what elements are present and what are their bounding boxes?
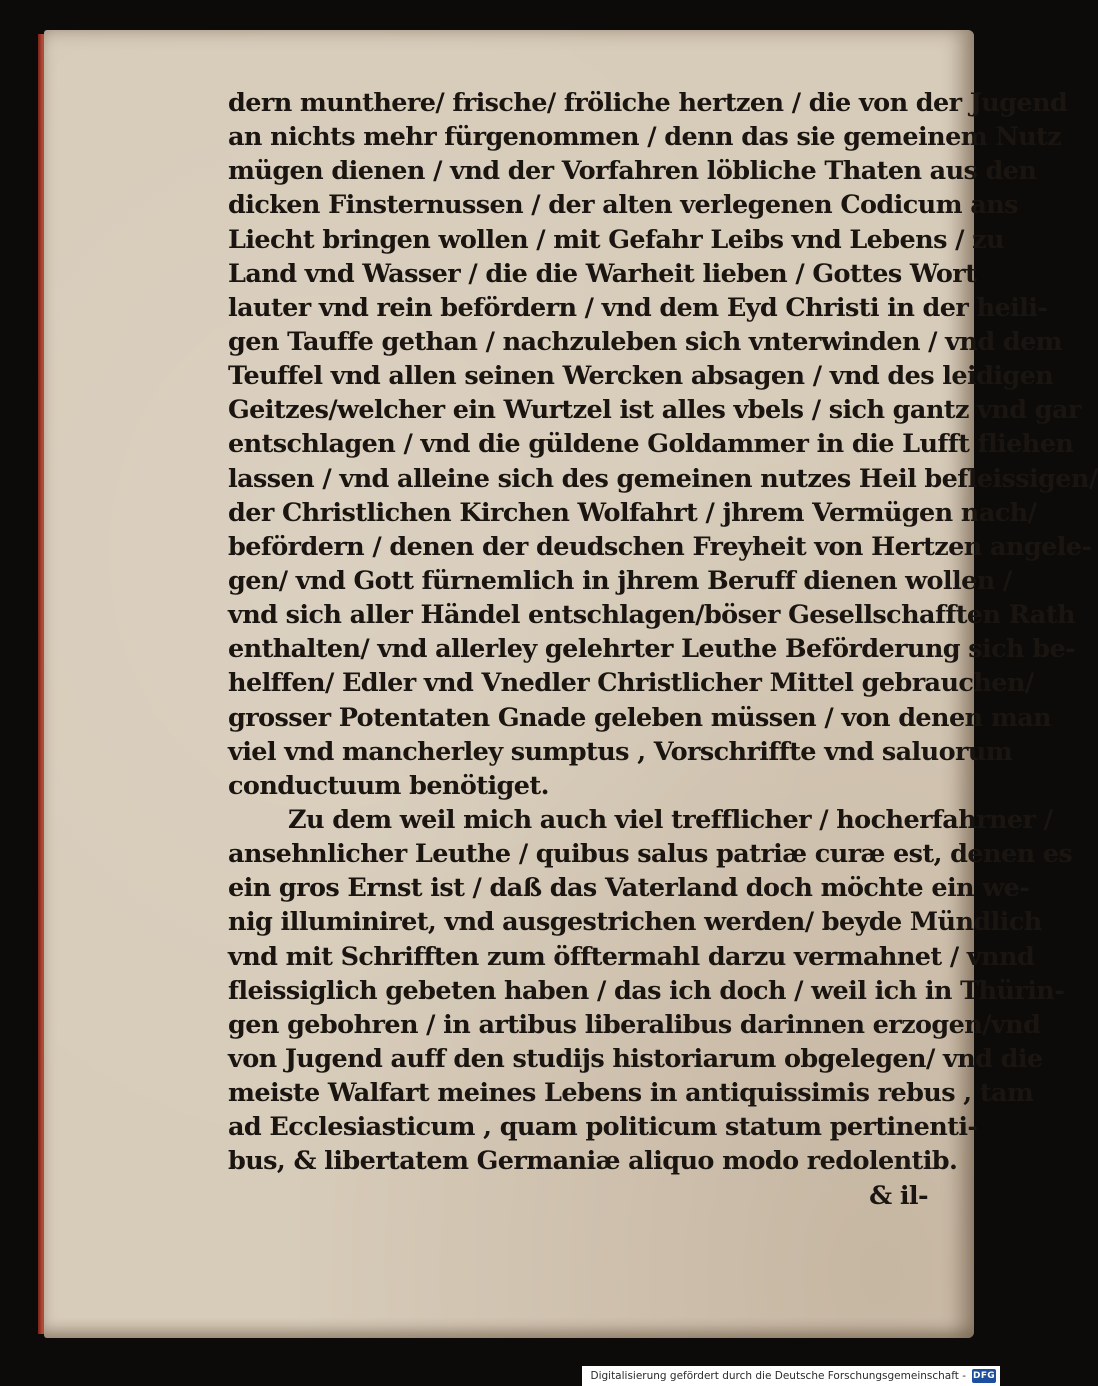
- catchword: & il-: [869, 1180, 928, 1211]
- text-line: dicken Finsternussen / der alten verlegenen Codicum ans: [228, 190, 1018, 221]
- text-line: mügen dienen / vnd der Vorfahren lӧbliche Thaten aus den: [228, 156, 1037, 187]
- text-line: grosser Potentaten Gnade geleben müssen / von denen man: [228, 702, 1052, 733]
- digitization-credit-bar: [582, 1366, 1000, 1386]
- text-line: Liecht bringen wollen / mit Gefahr Leibs vnd Lebens / zu: [228, 224, 1004, 255]
- text-line: lauter vnd rein befӧrdern / vnd dem Eyd Christi in der heili-: [228, 292, 1048, 323]
- text-line: vnd mit Schrifften zum ӧfftermahl darzu vermahnet / vnnd: [228, 941, 1035, 972]
- text-line: bus, & libertatem Germaniæ aliquo modo redolentib.: [228, 1146, 958, 1177]
- text-line: von Jugend auff den studijs historiarum obgelegen/ vnd die: [228, 1043, 1043, 1074]
- text-line: ad Ecclesiasticum , quam politicum statum pertinenti-: [228, 1112, 978, 1143]
- text-line: conductuum benӧtiget.: [228, 770, 549, 801]
- text-line: gen/ vnd Gott fürnemlich in jhrem Beruff dienen wollen /: [228, 565, 1012, 596]
- text-line: enthalten/ vnd allerley gelehrter Leuthe Befӧrderung sich be-: [228, 634, 1076, 665]
- text-line: vnd sich aller Händel entschlagen/bӧser Gesellschafften Rath: [228, 600, 1075, 631]
- text-line: fleissiglich gebeten haben / das ich doch / weil ich in Thürin-: [228, 975, 1065, 1006]
- text-line: ansehnlicher Leuthe / quibus salus patriæ curæ est, denen es: [228, 839, 1073, 870]
- text-line: entschlagen / vnd die güldene Goldammer in die Lufft fliehen: [228, 429, 1074, 460]
- text-line: lassen / vnd alleine sich des gemeinen nutzes Heil befleissigen/: [228, 463, 1098, 494]
- text-line: meiste Walfart meines Lebens in antiquissimis rebus , tam: [228, 1078, 1034, 1109]
- text-line: Teuffel vnd allen seinen Wercken absagen / vnd des leidigen: [228, 361, 1054, 392]
- text-line: viel vnd mancherley sumptus , Vorschriffte vnd saluorum: [228, 736, 1013, 767]
- body-text: [228, 86, 1098, 1213]
- text-line: helffen/ Edler vnd Vnedler Christlicher Mittel gebrauchen/: [228, 668, 1034, 699]
- digitization-credit: Digitalisierung gefördert durch die Deutsche Forschungsgemeinschaft -: [590, 1370, 966, 1382]
- text-line: gen gebohren / in artibus liberalibus darinnen erzogen/vnd: [228, 1009, 1041, 1040]
- text-line: Geitzes/welcher ein Wurtzel ist alles vbels / sich gantz vnd gar: [228, 395, 1081, 426]
- text-line: gen Tauffe gethan / nachzuleben sich vnterwinden / vnd dem: [228, 326, 1063, 357]
- text-line: an nichts mehr fürgenommen / denn das sie gemeinem Nutz: [228, 122, 1062, 153]
- text-line: ein gros Ernst ist / daß das Vaterland doch mӧchte ein we-: [228, 873, 1030, 904]
- text-line: dern munthere/ frische/ frӧliche hertzen / die von der Jugend: [228, 88, 1068, 118]
- paragraph-start-line: Zu dem weil mich auch viel trefflicher / hocherfahrner /: [288, 804, 1053, 835]
- dfg-logo: DFG: [973, 1371, 995, 1381]
- text-line: nig illuminiret, vnd ausgestrichen werden/ beyde Mündlich: [228, 907, 1042, 938]
- text-line: Land vnd Wasser / die die Warheit lieben / Gottes Wort: [228, 258, 977, 289]
- text-line: befӧrdern / denen der deudschen Freyheit von Hertzen angele-: [228, 531, 1092, 562]
- text-line: der Christlichen Kirchen Wolfahrt / jhrem Vermügen nach/: [228, 497, 1037, 528]
